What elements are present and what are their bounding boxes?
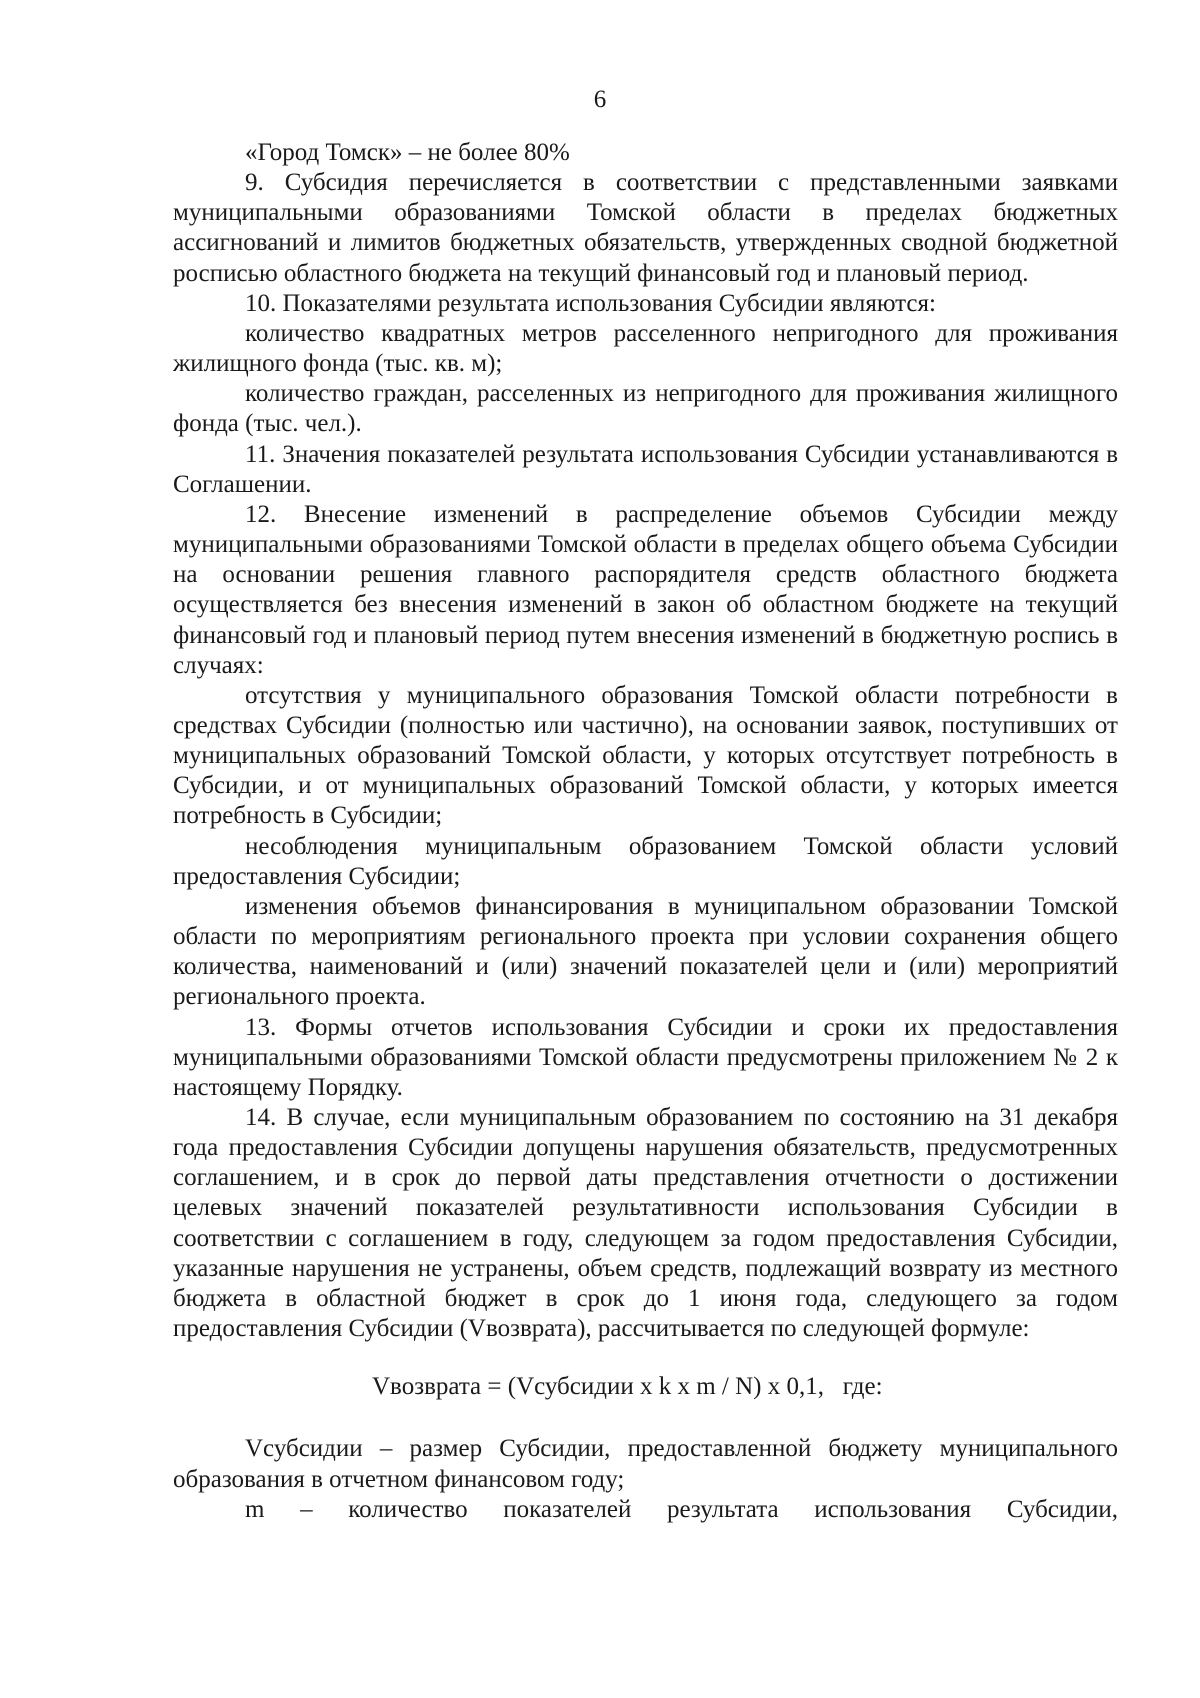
paragraph-clause-12: 12. Внесение изменений в распределение объемов Субсидии между муниципальными образованиями Томской области в пределах общего объема Субсидии на основании решения главного распорядителя средств областного бюджета осуществляется без внесения изменений в закон об областном бюджете на текущий финансовый год и плановый период путем внесения изменений в бюджетную роспись в случаях: xyxy=(173,500,1118,679)
paragraph-case-funding-change: изменения объемов финансирования в муниципальном образовании Томской области по мероприятиям регионального проекта при условии сохранения общего количества, наименований и (или) значений показателей цели и (или) мероприятий регионального проекта. xyxy=(173,892,1118,1011)
paragraph-clause-10: 10. Показателями результата использования Субсидии являются: xyxy=(245,289,936,317)
paragraph-definition-vsubsidy: Vсубсидии – размер Субсидии, предоставленной бюджету муниципального образования в отчетном финансовом году; xyxy=(173,1435,1118,1493)
return-formula: Vвозврата = (Vсубсидии x k x m / N) x 0,1, где: xyxy=(372,1373,883,1401)
paragraph-clause-11: 11. Значения показателей результата использования Субсидии устанавливаются в Соглашении. xyxy=(173,440,1118,498)
paragraph-clause-13: 13. Формы отчетов использования Субсидии и сроки их предоставления муниципальными образованиями Томской области предусмотрены приложением № 2 к настоящему Порядку. xyxy=(173,1013,1118,1101)
paragraph-indicator-area: количество квадратных метров расселенного непригодного для проживания жилищного фонда (тыс. кв. м); xyxy=(173,319,1118,378)
paragraph-case-no-need: отсутствия у муниципального образования Томской области потребности в средствах Субсидии (полностью или частично), на основании заявок, поступивших от муниципальных образований Томской области, у которых отсутствует потребность в Субсидии, и от муниципальных образований Томской области, у которых имеется потребность в Субсидии; xyxy=(173,681,1118,830)
paragraph-case-noncompliance: несоблюдения муниципальным образованием Томской области условий предоставления Субсидии; xyxy=(173,832,1118,890)
paragraph-clause-9: 9. Субсидия перечисляется в соответствии с представленными заявками муниципальными образованиями Томской области в пределах бюджетных ассигнований и лимитов бюджетных обязательств, утвержденных сводной бюджетной росписью областного бюджета на текущий финансовый год и плановый период. xyxy=(173,169,1118,287)
page-number: 6 xyxy=(593,86,607,113)
paragraph-definition-m: m – количество показателей результата использования Субсидии, xyxy=(245,1495,1118,1523)
paragraph-indicator-citizens: количество граждан, расселенных из непригодного для проживания жилищного фонда (тыс. чел.). xyxy=(173,380,1118,438)
paragraph-quota-tomsk: «Город Томск» – не более 80% xyxy=(245,139,570,166)
document-body xyxy=(173,138,1118,1525)
paragraph-clause-14: 14. В случае, если муниципальным образованием по состоянию на 31 декабря года предоставления Субсидии допущены нарушения обязательств, предусмотренных соглашением, и в срок до первой даты представления отчетности о достижении целевых значений показателей результативности использования Субсидии в соответствии с соглашением в году, следующем за годом предоставления Субсидии, указанные нарушения не устранены, объем средств, подлежащий возврату из местного бюджета в областной бюджет в срок до 1 июня года, следующего за годом предоставления Субсидии (Vвозврата), рассчитывается по следующей формуле: xyxy=(173,1104,1118,1343)
